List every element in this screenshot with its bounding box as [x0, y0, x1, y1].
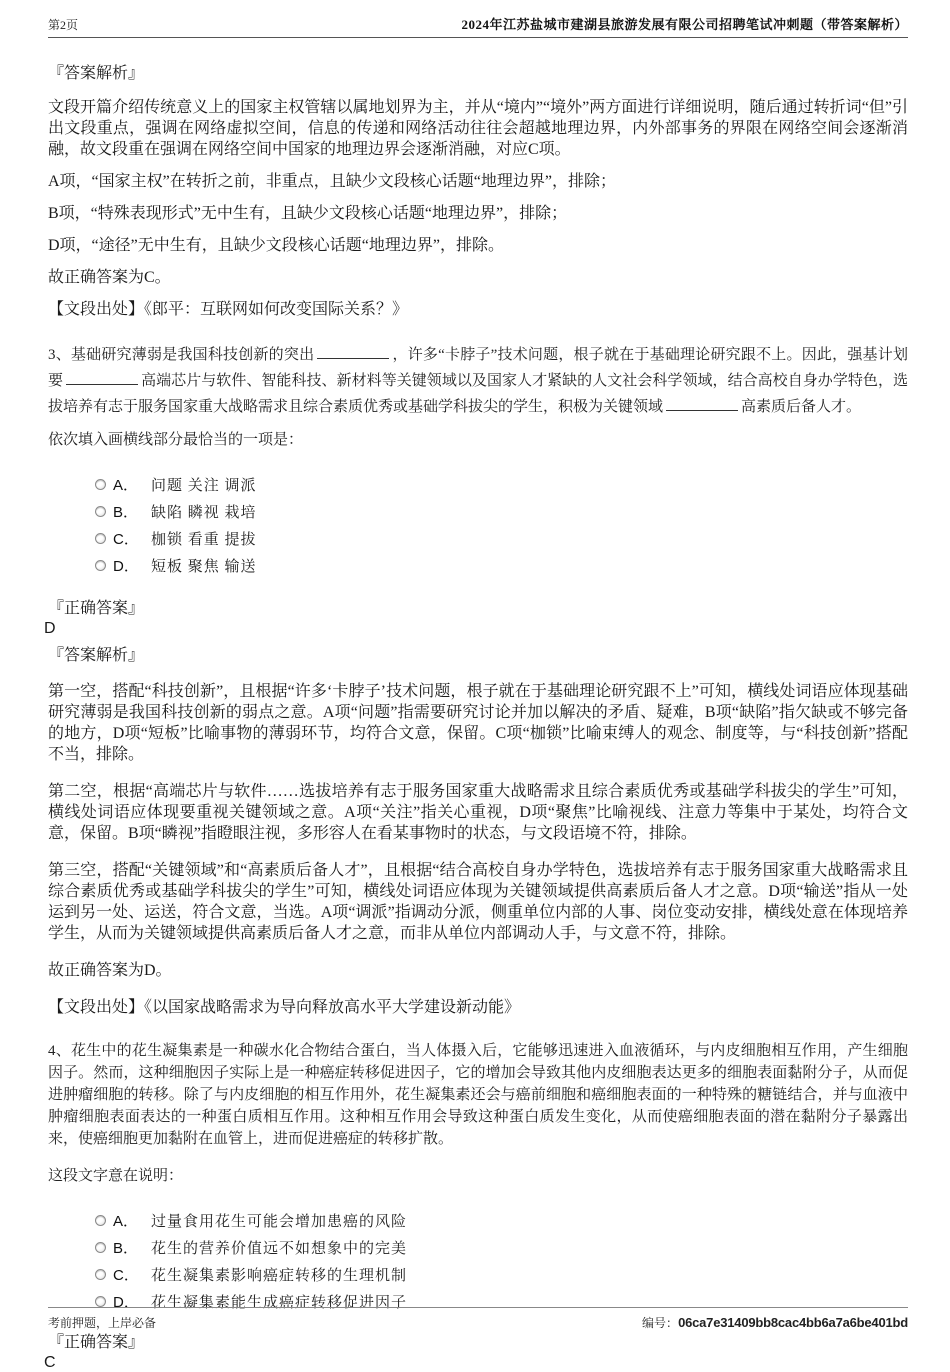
- question-3-seg4: 高素质后备人才。: [741, 399, 862, 415]
- blank-underline-3: [666, 398, 738, 411]
- radio-button[interactable]: [95, 506, 106, 517]
- analysis-3-q3: 第三空，搭配“关键领域”和“高素质后备人才”，且根据“结合高校自身办学特色，选拔培养有志于服务国家重大战略需求且综合素质优秀或基础学科拔尖的学生”可知，横线处词语应体现为关键领域提供高素质后备人才之意。D项“输送”指从一处运到另一处、运送，符合文意，当选。A项“调派”指调动分派，侧重单位内部的人事、岗位变动安排，横线处意在体现培养学生，从而为关键领域提供高素质后备人才之意，而非从单位内部调动人手，与文意不符，排除。: [48, 862, 908, 942]
- option-text: 短板 聚焦 输送: [151, 559, 257, 575]
- question-4-passage: 花生中的花生凝集素是一种碳水化合物结合蛋白，当人体摄入后，它能够迅速进入血液循环，与内皮细胞相互作用，产生细胞因子。然而，这种细胞因子实际上是一种癌症转移促进因子，它的增加会导致其他内皮细胞表达更多的细胞表面黏附分子，从而促进肿瘤细胞的转移。除了与内皮细胞的相互作用外，花生凝集素还会与癌前细胞和癌细胞表面的一种特殊的糖链结合，并与血液中肿瘤细胞表面表达的一种蛋白质相互作用。这种相互作用会导致这种蛋白质发生变化，从而使癌细胞表面的潜在黏附分子暴露出来，使癌细胞更加黏附在血管上，进而促进癌症的转移扩散。: [48, 1043, 908, 1147]
- option-letter: D．: [113, 1294, 139, 1311]
- option-text: 缺陷 瞵视 栽培: [151, 505, 257, 521]
- question-4-text: [48, 1040, 908, 1150]
- radio-button[interactable]: [95, 1296, 106, 1307]
- option-letter: B．: [113, 504, 139, 521]
- option-row-b[interactable]: [95, 1234, 908, 1261]
- option-text: 过量食用花生可能会增加患癌的风险: [151, 1214, 408, 1230]
- question-4-number: 4、: [48, 1043, 71, 1059]
- radio-button[interactable]: [95, 1269, 106, 1280]
- footer-serial-value: 06ca7e31409bb8cac4bb6a7a6be401bd: [678, 1315, 908, 1330]
- page-number: 第2页: [48, 18, 79, 32]
- correct-answer-label-q4: 『正确答案』: [48, 1334, 145, 1351]
- analysis-source-q3: 【文段出处】《以国家战略需求为导向释放高水平大学建设新动能》: [48, 999, 521, 1016]
- analysis-option-a-q2: A项，“国家主权”在转折之前，非重点，且缺少文段核心话题“地理边界”，排除；: [48, 173, 616, 190]
- analysis-summary-q2: 文段开篇介绍传统意义上的国家主权管辖以属地划界为主，并从“境内”“境外”两方面进行详细说明，随后通过转折词“但”引出文段重点，强调在网络虚拟空间，信息的传递和网络活动往往会超越地理边界，内外部事务的界限在网络空间会逐渐消融，故文段重在强调在网络空间中国家的地理边界会逐渐消融，对应C项。: [48, 99, 908, 158]
- footer-slogan: 考前押题，上岸必备: [48, 1316, 157, 1330]
- option-text: 花生凝集素影响癌症转移的生理机制: [151, 1268, 408, 1284]
- option-letter: C．: [113, 531, 139, 548]
- option-text: 枷锁 看重 提拔: [151, 532, 257, 548]
- radio-button[interactable]: [95, 1242, 106, 1253]
- analysis-option-b-q2: B项，“特殊表现形式”无中生有，且缺少文段核心话题“地理边界”，排除；: [48, 205, 568, 222]
- radio-button[interactable]: [95, 479, 106, 490]
- option-row-b[interactable]: [95, 498, 908, 525]
- analysis-conclusion-q2: 故正确答案为C。: [48, 269, 171, 286]
- page-footer: [48, 1307, 908, 1331]
- question-3-seg3: 高端芯片与软件、智能科技、新材料等关键领域以及国家人才紧缺的人文社会科学领域，结合高校自身办学特色，选拔培养有志于服务国家重大战略需求且综合素质优秀或基础学科拔尖的学生，积极为关键领域: [48, 373, 908, 415]
- footer-serial-label: 编号：: [642, 1316, 679, 1330]
- option-row-a[interactable]: [95, 471, 908, 498]
- option-row-c[interactable]: [95, 525, 908, 552]
- option-letter: B．: [113, 1240, 139, 1257]
- radio-button[interactable]: [95, 533, 106, 544]
- blank-underline-2: [66, 372, 138, 385]
- radio-button[interactable]: [95, 560, 106, 571]
- document-title: 2024年江苏盐城市建湖县旅游发展有限公司招聘笔试冲刺题（带答案解析）: [461, 17, 908, 32]
- option-letter: A．: [113, 1213, 139, 1230]
- option-row-d[interactable]: [95, 552, 908, 579]
- analysis-label-q2: 『答案解析』: [48, 65, 145, 82]
- question-3-seg2: ，许多“卡脖子”技术问题，根子就在于基础理论研究跟不上。因此，强基计划要: [48, 347, 908, 389]
- radio-button[interactable]: [95, 1215, 106, 1226]
- option-row-a[interactable]: [95, 1207, 908, 1234]
- question-3-options: [95, 471, 908, 579]
- correct-answer-q3: D: [44, 620, 56, 637]
- question-3-number: 3、: [48, 347, 71, 363]
- question-3-prompt: 依次填入画横线部分最恰当的一项是：: [48, 432, 304, 448]
- analysis-conclusion-q3: 故正确答案为D。: [48, 962, 172, 979]
- analysis-1-q3: 第一空，搭配“科技创新”，且根据“许多‘卡脖子’技术问题，根子就在于基础理论研究跟不上”可知，横线处词语应体现基础研究薄弱是我国科技创新的弱点之意。A项“问题”指需要研究讨论并加以解决的矛盾、疑难，B项“缺陷”指欠缺或不够完备的地方，D项“短板”比喻事物的薄弱环节，均符合文意，保留。C项“枷锁”比喻束缚人的观念、制度等，与“科技创新”搭配不当，排除。: [48, 683, 908, 763]
- option-letter: D．: [113, 558, 139, 575]
- analysis-label-q3: 『答案解析』: [48, 647, 145, 664]
- option-letter: C．: [113, 1267, 139, 1284]
- page-header: [48, 14, 908, 38]
- analysis-source-q2: 【文段出处】《郎平：互联网如何改变国际关系？》: [48, 301, 409, 318]
- correct-answer-q4: C: [44, 1354, 56, 1371]
- analysis-2-q3: 第二空，根据“高端芯片与软件……选拔培养有志于服务国家重大战略需求且综合素质优秀或基础学科拔尖的学生”可知，横线处词语应体现要重视关键领域之意。A项“关注”指关心重视，D项“聚焦”比喻视线、注意力等集中于某处，均符合文意，保留。B项“瞵视”指瞪眼注视，多形容人在看某事物时的状态，与文段语境不符，排除。: [48, 783, 908, 842]
- question-3-seg1: 基础研究薄弱是我国科技创新的突出: [70, 347, 315, 363]
- option-row-c[interactable]: [95, 1261, 908, 1288]
- question-4-prompt: 这段文字意在说明：: [48, 1168, 184, 1184]
- option-letter: A．: [113, 477, 139, 494]
- blank-underline-1: [317, 346, 389, 359]
- footer-serial: [642, 1314, 908, 1331]
- question-3-text: [48, 342, 908, 420]
- question-4-options: [95, 1207, 908, 1315]
- analysis-option-d-q2: D项，“途径”无中生有，且缺少文段核心话题“地理边界”，排除。: [48, 237, 504, 254]
- option-text: 问题 关注 调派: [151, 478, 257, 494]
- option-text: 花生的营养价值远不如想象中的完美: [151, 1241, 408, 1257]
- option-text: 花生凝集素能生成癌症转移促进因子: [151, 1295, 408, 1311]
- correct-answer-label-q3: 『正确答案』: [48, 600, 145, 617]
